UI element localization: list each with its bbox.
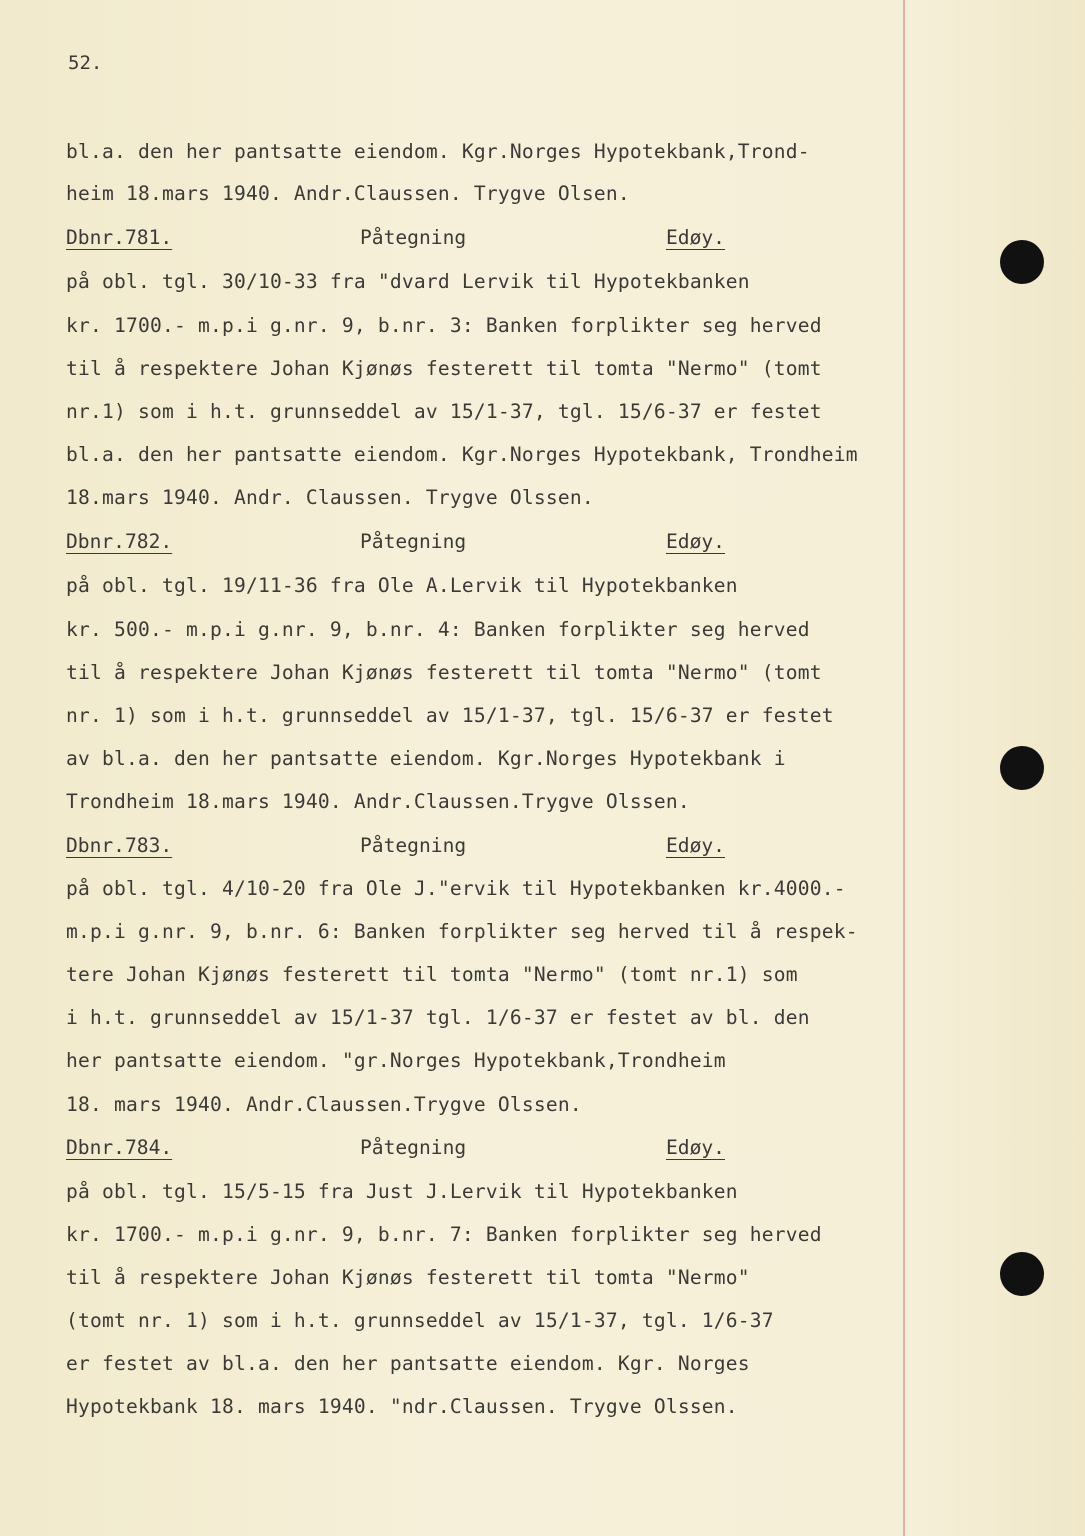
entry-text-line: til å respektere Johan Kjønøs festerett til tomta "Nermo" (tomt [66, 661, 822, 684]
entry-text-line: her pantsatte eiendom. "gr.Norges Hypotekbank,Trondheim [66, 1049, 726, 1072]
entry-number: Dbnr.781. [66, 226, 173, 249]
entry-heading [66, 226, 756, 254]
entry-text-line: på obl. tgl. 15/5-15 fra Just J.Lervik til Hypotekbanken [66, 1180, 738, 1203]
page-number: 52. [68, 52, 103, 74]
intro-line: heim 18.mars 1940. Andr.Claussen. Trygve Olsen. [66, 182, 630, 205]
entry-text-line: til å respektere Johan Kjønøs festerett til tomta "Nermo" (tomt [66, 357, 822, 380]
entry-title: Påtegning [360, 834, 467, 857]
entry-number: Dbnr.784. [66, 1136, 173, 1159]
punch-hole-top [1000, 240, 1044, 284]
entry-text-line: tere Johan Kjønøs festerett til tomta "Nermo" (tomt nr.1) som [66, 963, 798, 986]
entry-text-line: (tomt nr. 1) som i h.t. grunnseddel av 15/1-37, tgl. 1/6-37 [66, 1309, 774, 1332]
entry-heading [66, 1136, 756, 1164]
entry-text-line: til å respektere Johan Kjønøs festerett til tomta "Nermo" [66, 1266, 750, 1289]
red-margin-line [903, 0, 905, 1536]
entry-title: Påtegning [360, 530, 467, 553]
entry-text-line: 18. mars 1940. Andr.Claussen.Trygve Olssen. [66, 1093, 582, 1116]
entry-place: Edøy. [666, 834, 725, 857]
entry-text-line: nr. 1) som i h.t. grunnseddel av 15/1-37, tgl. 15/6-37 er festet [66, 704, 834, 727]
entry-text-line: på obl. tgl. 4/10-20 fra Ole J."ervik til Hypotekbanken kr.4000.- [66, 877, 846, 900]
entry-heading [66, 834, 756, 862]
entry-title: Påtegning [360, 1136, 467, 1159]
entry-text-line: er festet av bl.a. den her pantsatte eiendom. Kgr. Norges [66, 1352, 750, 1375]
intro-line: bl.a. den her pantsatte eiendom. Kgr.Norges Hypotekbank,Trond- [66, 140, 810, 163]
entry-text-line: av bl.a. den her pantsatte eiendom. Kgr.Norges Hypotekbank i [66, 747, 786, 770]
entry-text-line: 18.mars 1940. Andr. Claussen. Trygve Olssen. [66, 486, 594, 509]
entry-text-line: Trondheim 18.mars 1940. Andr.Claussen.Trygve Olssen. [66, 790, 690, 813]
entry-text-line: på obl. tgl. 19/11-36 fra Ole A.Lervik til Hypotekbanken [66, 574, 738, 597]
punch-hole-middle [1000, 746, 1044, 790]
entry-text-line: kr. 1700.- m.p.i g.nr. 9, b.nr. 3: Banken forplikter seg herved [66, 314, 822, 337]
entry-title: Påtegning [360, 226, 467, 249]
entry-heading [66, 530, 756, 558]
entry-text-line: i h.t. grunnseddel av 15/1-37 tgl. 1/6-37 er festet av bl. den [66, 1006, 810, 1029]
entry-number: Dbnr.783. [66, 834, 173, 857]
entry-text-line: kr. 500.- m.p.i g.nr. 9, b.nr. 4: Banken forplikter seg herved [66, 618, 810, 641]
entry-text-line: bl.a. den her pantsatte eiendom. Kgr.Norges Hypotekbank, Trondheim [66, 443, 858, 466]
entry-text-line: kr. 1700.- m.p.i g.nr. 9, b.nr. 7: Banken forplikter seg herved [66, 1223, 822, 1246]
entry-place: Edøy. [666, 226, 725, 249]
entry-number: Dbnr.782. [66, 530, 173, 553]
entry-text-line: på obl. tgl. 30/10-33 fra "dvard Lervik til Hypotekbanken [66, 270, 750, 293]
entry-text-line: nr.1) som i h.t. grunnseddel av 15/1-37, tgl. 15/6-37 er festet [66, 400, 822, 423]
punch-hole-bottom [1000, 1252, 1044, 1296]
entry-place: Edøy. [666, 1136, 725, 1159]
entry-text-line: m.p.i g.nr. 9, b.nr. 6: Banken forplikter seg herved til å respek- [66, 920, 858, 943]
entry-place: Edøy. [666, 530, 725, 553]
entry-text-line: Hypotekbank 18. mars 1940. "ndr.Claussen. Trygve Olssen. [66, 1395, 738, 1418]
